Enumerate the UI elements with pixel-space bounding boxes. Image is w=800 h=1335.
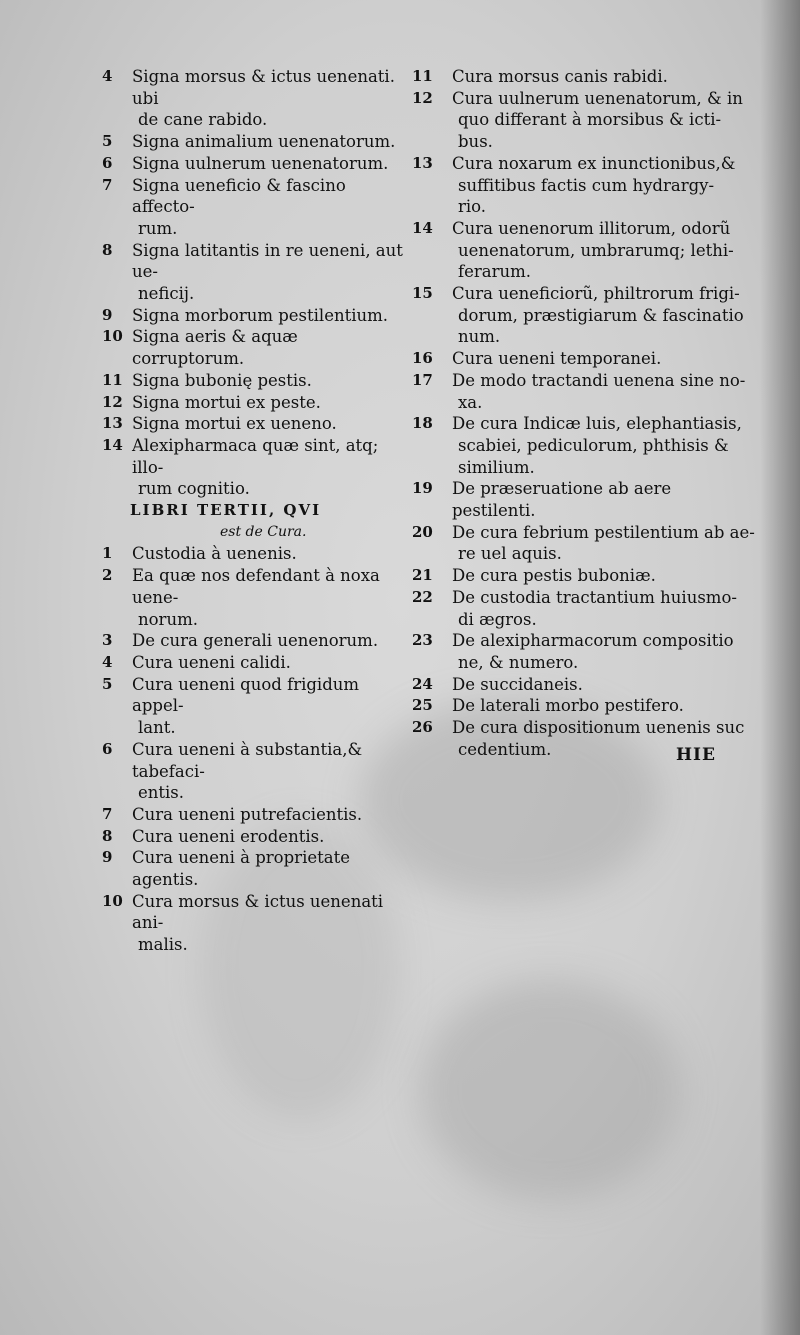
entry-number: 19 — [412, 479, 433, 498]
entry-text — [132, 826, 410, 848]
entry-number: 13 — [412, 153, 433, 172]
entry-text — [452, 283, 757, 348]
entry-line: Custodia à uenenis. — [132, 544, 297, 564]
entry-line: num. — [458, 327, 501, 347]
entry-line: bus. — [458, 132, 493, 152]
toc-entry — [412, 478, 757, 521]
left-entries-cure — [102, 543, 410, 955]
entry-line: neficij. — [138, 284, 195, 304]
entry-line: Cura noxarum ex inunctionibus,& — [452, 153, 736, 173]
entry-line: Cura ueneni quod frigidum appel- — [132, 674, 360, 716]
entry-number: 22 — [412, 587, 433, 606]
entry-text — [132, 66, 410, 131]
entry-number: 23 — [412, 631, 433, 650]
entry-text — [132, 131, 410, 153]
left-column — [102, 66, 410, 956]
toc-entry — [412, 587, 757, 630]
entry-number: 10 — [102, 327, 123, 346]
entry-text — [132, 630, 410, 652]
entry-text — [452, 695, 757, 717]
entry-number: 5 — [102, 674, 113, 693]
right-column — [412, 66, 757, 761]
left-entries-signs — [102, 66, 410, 500]
entry-line: Cura ueneni à substantia,& tabefaci- — [132, 739, 363, 781]
entry-line: rum cognitio. — [138, 479, 250, 499]
entry-line: Cura ueneni putrefacientis. — [132, 804, 363, 824]
entry-line: Cura ueneni erodentis. — [132, 826, 325, 846]
entry-number: 12 — [412, 88, 433, 107]
toc-entry — [102, 326, 410, 369]
entry-line: re uel aquis. — [458, 544, 562, 564]
entry-line: De cura Indicæ luis, elephantiasis, — [452, 414, 742, 434]
entry-text — [132, 543, 410, 565]
toc-entry — [412, 218, 757, 283]
entry-line: norum. — [138, 609, 198, 629]
entry-text — [132, 370, 410, 392]
toc-entry — [412, 413, 757, 478]
entry-text — [452, 565, 757, 587]
toc-entry — [102, 826, 410, 848]
entry-number: 17 — [412, 370, 433, 389]
toc-entry — [412, 66, 757, 88]
entry-line: Cura ueneni à proprietate agentis. — [132, 848, 350, 890]
entry-line: Signa aeris & aquæ corruptorum. — [132, 327, 298, 369]
entry-line: Cura uulnerum uenenatorum, & in — [452, 88, 743, 108]
entry-number: 11 — [102, 370, 123, 389]
entry-text — [132, 326, 410, 369]
entry-text — [132, 847, 410, 890]
entry-line: De cura generali uenenorum. — [132, 631, 379, 651]
toc-entry — [102, 652, 410, 674]
entry-number: 21 — [412, 566, 433, 585]
entry-line: Signa mortui ex peste. — [132, 392, 321, 412]
entry-number: 11 — [412, 67, 433, 85]
entry-line: similium. — [458, 457, 535, 477]
entry-number: 14 — [102, 435, 123, 454]
entry-text — [452, 413, 757, 478]
entry-number: 5 — [102, 132, 113, 151]
entry-line: Cura ueneficiorũ, philtrorum frigi- — [452, 284, 740, 304]
entry-line: De custodia tractantium huiusmo- — [452, 587, 737, 607]
entry-text — [452, 153, 757, 218]
entry-text — [132, 305, 410, 327]
toc-entry — [102, 804, 410, 826]
toc-entry — [412, 522, 757, 565]
entry-number: 10 — [102, 891, 123, 910]
entry-text — [132, 652, 410, 674]
entry-line: dorum, præstigiarum & fascinatio — [458, 305, 744, 325]
entry-number: 7 — [102, 175, 113, 194]
section-heading: LIBRI TERTII, QVI — [130, 501, 322, 520]
entry-number: 18 — [412, 414, 433, 433]
entry-line: ferarum. — [458, 262, 532, 282]
entry-number: 7 — [102, 804, 113, 823]
entry-text — [132, 392, 410, 414]
entry-text — [452, 587, 757, 630]
entry-line: De laterali morbo pestifero. — [452, 696, 684, 716]
entry-line: Signa bubonię pestis. — [132, 370, 312, 390]
entry-number: 15 — [412, 284, 433, 303]
entry-line: cedentium. — [458, 739, 552, 759]
entry-number: 20 — [412, 522, 433, 541]
entry-text — [132, 674, 410, 739]
toc-entry — [102, 131, 410, 153]
toc-entry — [102, 891, 410, 956]
entry-number: 8 — [102, 826, 113, 845]
entry-line: De cura febrium pestilentium ab ae- — [452, 522, 755, 542]
entry-line: Cura ueneni calidi. — [132, 652, 291, 672]
entry-line: lant. — [138, 718, 176, 738]
entry-text — [452, 478, 757, 521]
entry-line: Signa uulnerum uenenatorum. — [132, 153, 389, 173]
toc-entry — [102, 370, 410, 392]
entry-text — [452, 218, 757, 283]
entry-line: Signa ueneficio & fascino affecto- — [132, 175, 346, 217]
entry-line: Signa latitantis in re ueneni, aut ue- — [132, 240, 403, 282]
entry-line: rio. — [458, 197, 487, 217]
entry-number: 4 — [102, 652, 113, 671]
entry-text — [132, 739, 410, 804]
page-gutter-shadow — [760, 0, 800, 1335]
entry-number: 1 — [102, 544, 113, 563]
toc-entry — [102, 435, 410, 500]
entry-text — [452, 674, 757, 696]
entry-line: Signa animalium uenenatorum. — [132, 132, 396, 152]
entry-text — [452, 370, 757, 413]
entry-line: entis. — [138, 783, 185, 803]
entry-text — [132, 413, 410, 435]
toc-entry — [412, 695, 757, 717]
toc-entry — [412, 348, 757, 370]
entry-line: xa. — [458, 392, 483, 412]
right-entries — [412, 66, 757, 761]
toc-entry — [412, 283, 757, 348]
toc-entry — [412, 565, 757, 587]
entry-text — [132, 891, 410, 956]
entry-line: de cane rabido. — [138, 110, 268, 130]
entry-text — [132, 240, 410, 305]
toc-entry — [102, 565, 410, 630]
entry-number: 13 — [102, 414, 123, 433]
entry-number: 2 — [102, 566, 113, 585]
entry-line: De alexipharmacorum compositio — [452, 631, 734, 651]
toc-entry — [412, 674, 757, 696]
entry-line: Signa morborum pestilentium. — [132, 305, 389, 325]
entry-line: De præseruatione ab aere pestilenti. — [452, 479, 672, 521]
entry-line: di ægros. — [458, 609, 537, 629]
toc-entry — [102, 413, 410, 435]
entry-line: scabiei, pediculorum, phthisis & — [458, 435, 729, 455]
toc-entry — [102, 847, 410, 890]
entry-text — [452, 66, 757, 88]
entry-number: 8 — [102, 240, 113, 259]
toc-entry — [102, 392, 410, 414]
entry-number: 4 — [102, 67, 113, 85]
entry-text — [132, 804, 410, 826]
toc-entry — [102, 630, 410, 652]
water-stain — [420, 980, 680, 1200]
catchword: HIE — [676, 745, 716, 765]
toc-entry — [102, 240, 410, 305]
toc-entry — [102, 175, 410, 240]
entry-text — [132, 153, 410, 175]
toc-entry — [102, 674, 410, 739]
toc-entry — [412, 88, 757, 153]
entry-text — [452, 630, 757, 673]
entry-line: De cura pestis buboniæ. — [452, 566, 656, 586]
entry-line: Signa mortui ex ueneno. — [132, 414, 337, 434]
entry-line: Cura ueneni temporanei. — [452, 349, 662, 369]
entry-text — [452, 348, 757, 370]
entry-text — [452, 522, 757, 565]
entry-number: 6 — [102, 153, 113, 172]
entry-number: 24 — [412, 674, 433, 693]
entry-line: uenenatorum, umbrarumq; lethi- — [458, 240, 734, 260]
entry-number: 9 — [102, 848, 113, 867]
toc-entry — [102, 153, 410, 175]
entry-text — [132, 565, 410, 630]
entry-number: 26 — [412, 718, 433, 737]
entry-number: 14 — [412, 218, 433, 237]
entry-text — [132, 175, 410, 240]
entry-number: 25 — [412, 696, 433, 715]
entry-line: suffitibus factis cum hydrargy- — [458, 175, 715, 195]
entry-line: Ea quæ nos defendant à noxa uene- — [132, 566, 380, 607]
entry-line: Cura uenenorum illitorum, odorũ — [452, 218, 731, 238]
toc-entry — [102, 543, 410, 565]
entry-number: 6 — [102, 739, 113, 758]
toc-entry — [102, 66, 410, 131]
entry-line: Cura morsus & ictus uenenati ani- — [132, 891, 384, 933]
toc-entry — [102, 739, 410, 804]
entry-line: quo differant à morsibus & icti- — [458, 110, 722, 130]
entry-number: 16 — [412, 349, 433, 368]
entry-line: De cura dispositionum uenenis suc — [452, 718, 745, 738]
entry-text — [132, 435, 410, 500]
entry-text — [452, 88, 757, 153]
toc-entry — [412, 153, 757, 218]
toc-entry — [412, 370, 757, 413]
entry-line: De succidaneis. — [452, 674, 583, 694]
entry-line: ne, & numero. — [458, 652, 579, 672]
entry-line: Cura morsus canis rabidi. — [452, 67, 668, 86]
entry-line: De modo tractandi uenena sine no- — [452, 370, 746, 390]
entry-line: rum. — [138, 218, 178, 238]
entry-line: Alexipharmaca quæ sint, atq; illo- — [132, 435, 379, 477]
toc-entry — [412, 630, 757, 673]
entry-number: 12 — [102, 392, 123, 411]
entry-line: Signa morsus & ictus uenenati. ubi — [132, 67, 395, 108]
section-subheading: est de Cura. — [220, 523, 307, 540]
entry-number: 3 — [102, 631, 113, 650]
entry-number: 9 — [102, 305, 113, 324]
entry-line: malis. — [138, 935, 188, 955]
toc-entry — [102, 305, 410, 327]
